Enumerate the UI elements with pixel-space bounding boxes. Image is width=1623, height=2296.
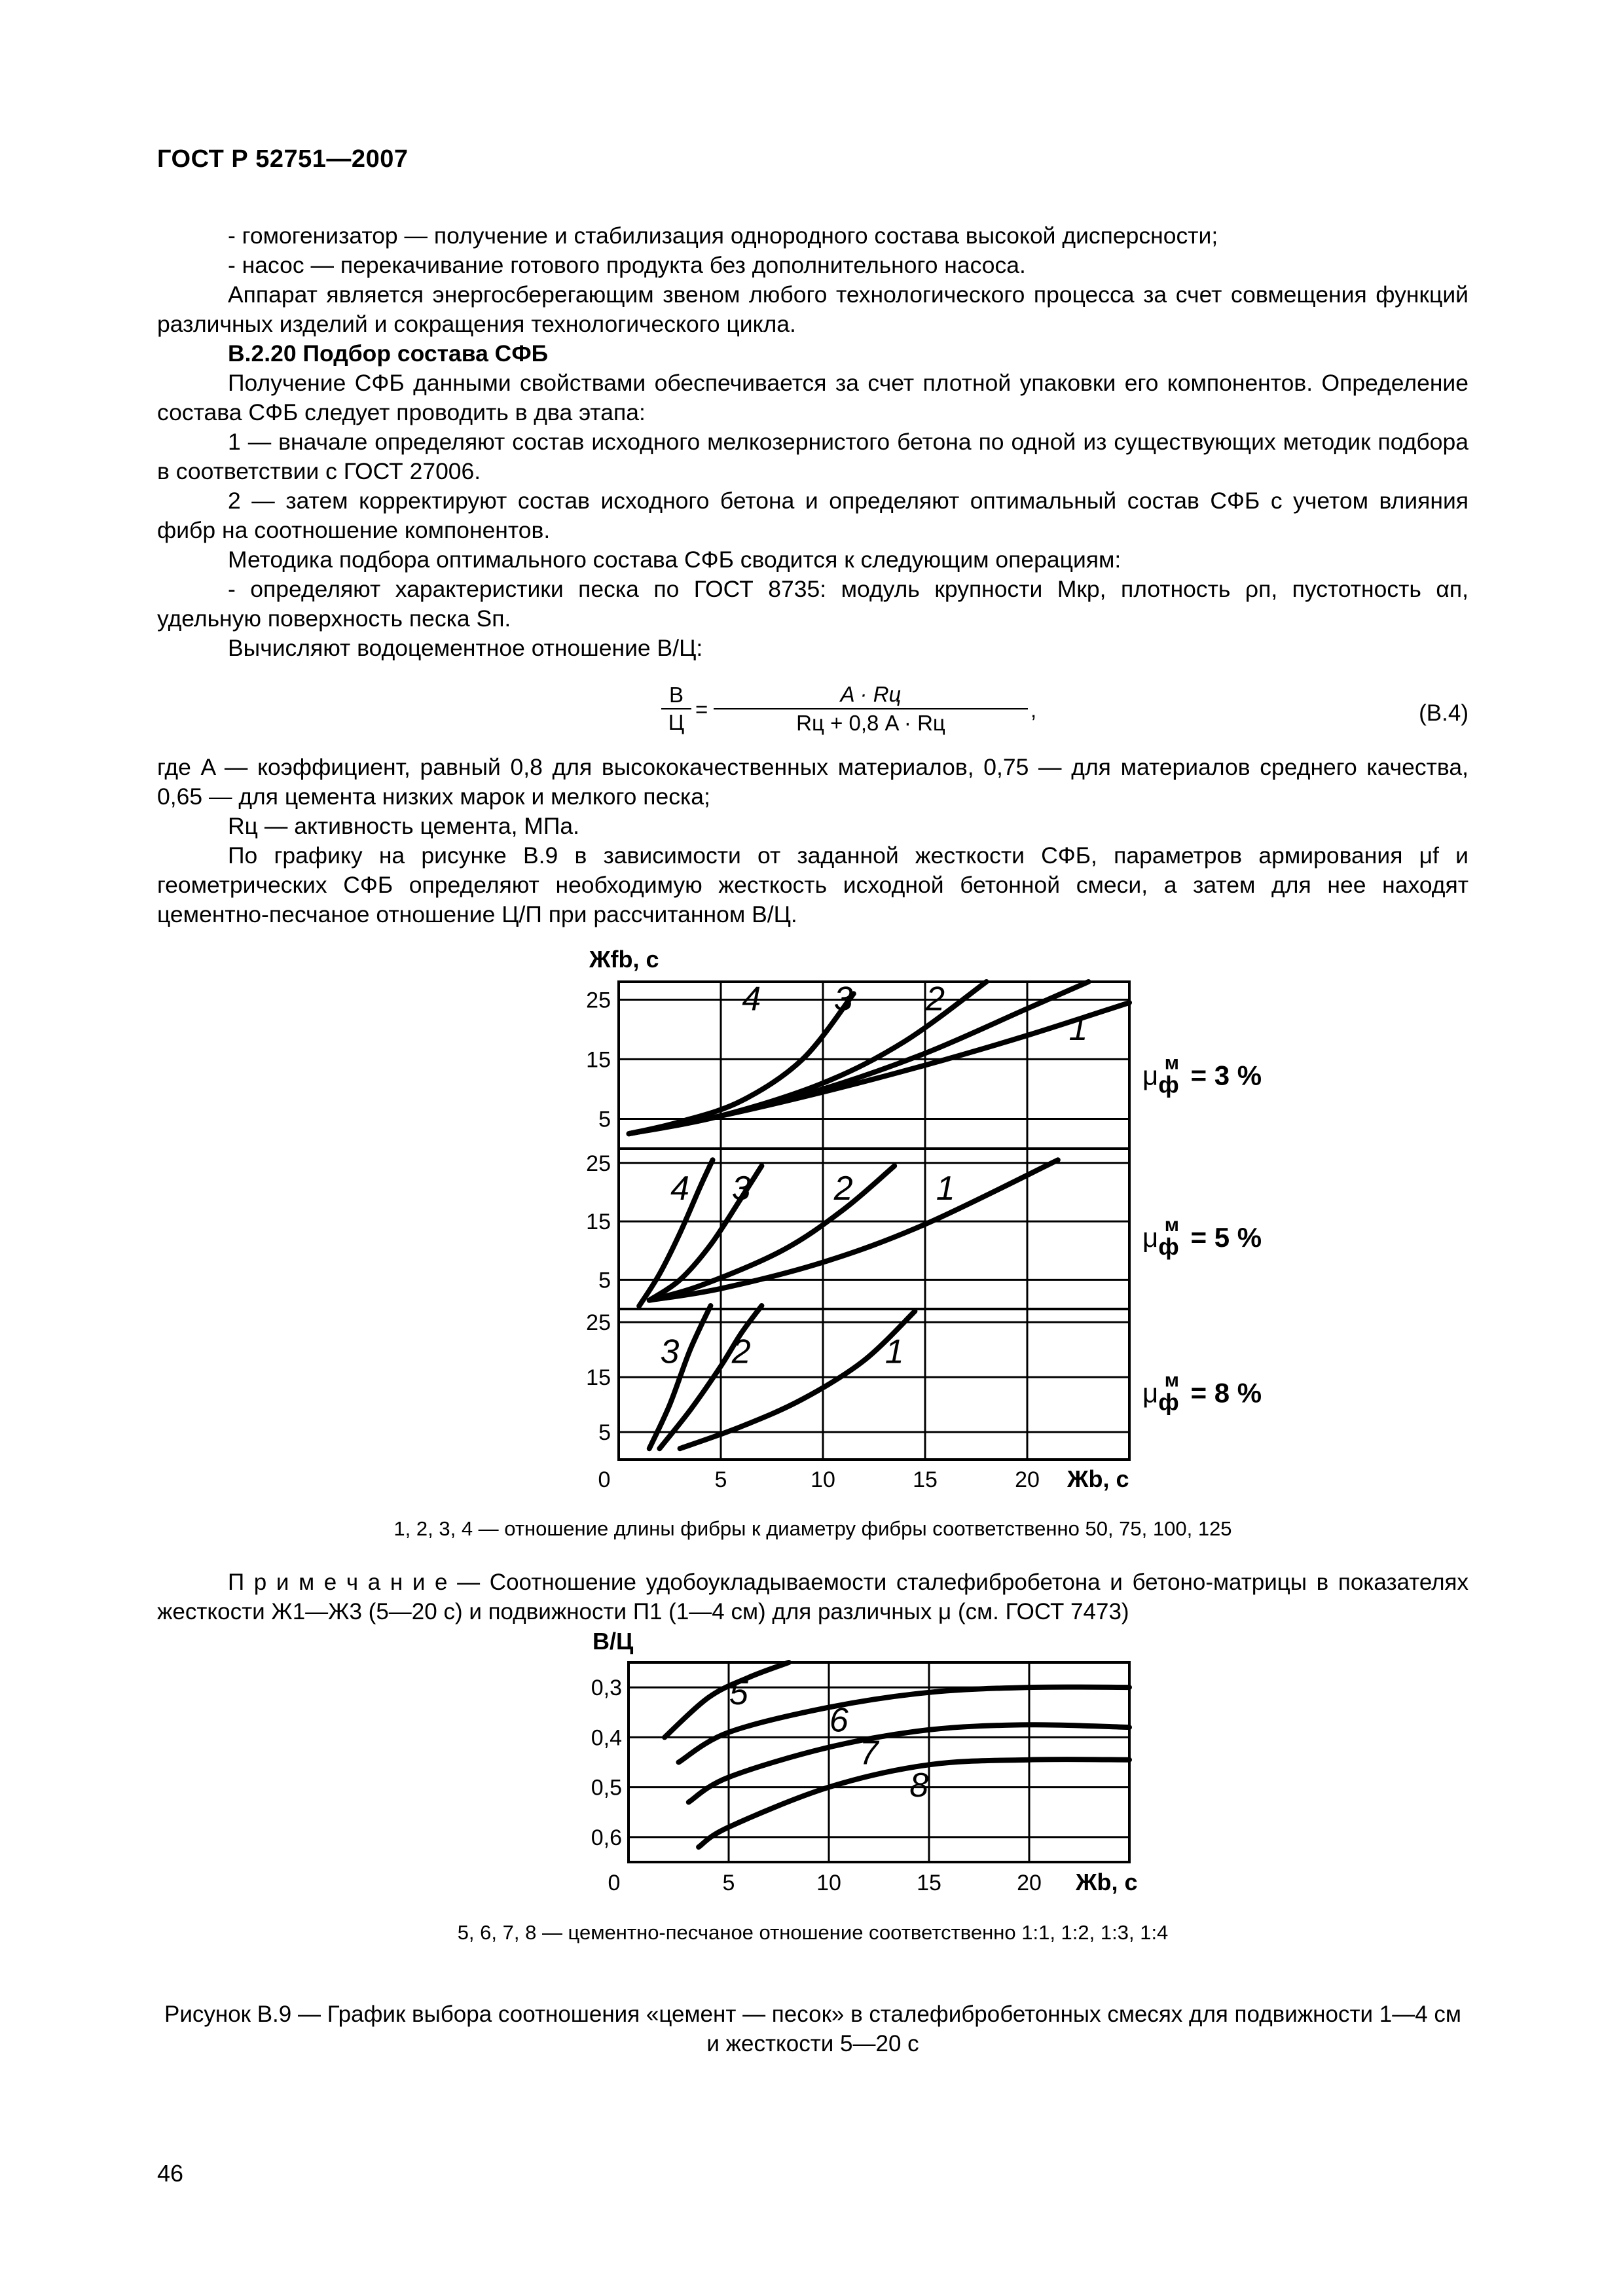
- chart2-series-line: [679, 1687, 1130, 1763]
- chart1-legend-note: 1, 2, 3, 4 — отношение длины фибры к диаметру фибры соответственно 50, 75, 100, 125: [393, 1517, 1232, 1540]
- chart1-series-label: 3: [731, 1169, 751, 1208]
- formula-lhs-numerator: В: [661, 682, 691, 709]
- paragraph: где A — коэффициент, равный 0,8 для высококачественных материалов, 0,75 — для материалов среднего качества, 0,65 — для цемента низких марок и мелкого песка;: [157, 754, 1468, 810]
- chart2-ytick-label: 0,4: [591, 1725, 622, 1751]
- chart2-xtick-label: 5: [722, 1871, 735, 1895]
- chart1-ytick-label: 25: [586, 1151, 611, 1176]
- paragraph: 2 — затем корректируют состав исходного бетона и определяют оптимальный состав СФБ с учетом влияния фибр на соотношение компонентов.: [157, 488, 1468, 543]
- chart2-series-label: 7: [859, 1734, 879, 1772]
- paragraph: Rц — активность цемента, МПа.: [228, 813, 579, 839]
- chart1-series-label: 3: [660, 1333, 680, 1371]
- chart1-xtick-label: 5: [714, 1467, 727, 1492]
- chart1-xtick-label: 0: [598, 1467, 611, 1492]
- paragraph: - гомогенизатор — получение и стабилизация однородного состава высокой дисперсности;: [228, 223, 1218, 249]
- chart1-ytick-label: 25: [586, 988, 611, 1013]
- chart2-series-label: 5: [729, 1674, 748, 1712]
- body-text-continued: [157, 753, 1468, 929]
- chart1-series-line: [629, 982, 987, 1134]
- chart1-ylabel: Жfb, с: [589, 946, 659, 973]
- chart1-series-line: [649, 1166, 762, 1300]
- chart2-ytick-label: 0,3: [591, 1676, 622, 1701]
- paragraph: - насос — перекачивание готового продукта без дополнительного насоса.: [228, 252, 1026, 278]
- chart1-series-label: 1: [936, 1169, 955, 1208]
- chart1-series-line: [649, 1306, 711, 1448]
- formula-lhs-denominator: Ц: [668, 710, 685, 734]
- chart2-series-line: [699, 1759, 1129, 1847]
- chart2-legend-note: 5, 6, 7, 8 — цементно-песчаное отношение соответственно 1:1, 1:2, 1:3, 1:4: [457, 1921, 1169, 1944]
- chart1-frame: [619, 982, 1129, 1460]
- paragraph: По графику на рисунке В.9 в зависимости от заданной жесткости СФБ, параметров армирования μf и геометрических СФБ определяют необходимую жесткость исходной бетонной смеси, а затем для нее находят цементно-песчаное отношение Ц/П при рассчитанном В/Ц.: [157, 842, 1468, 927]
- formula-lhs: [661, 682, 691, 736]
- paragraph: Получение СФБ данными свойствами обеспечивается за счет плотной упаковки его компонентов. Определение состава СФБ следует проводить в два этапа:: [157, 370, 1468, 425]
- figure-note: [157, 1568, 1468, 1626]
- chart1-ytick-label: 15: [586, 1210, 611, 1235]
- chart2-series-line: [689, 1725, 1129, 1802]
- chart1-series-label: 2: [731, 1333, 751, 1371]
- formula-rhs: [714, 681, 1028, 737]
- chart1-ytick-label: 5: [598, 1268, 611, 1293]
- chart2-xlabel: Жb, с: [1076, 1869, 1138, 1895]
- chart1-ytick-label: 25: [586, 1310, 611, 1336]
- figure-title: Рисунок В.9 — График выбора соотношения «цемент — песок» в сталефибробетонных смесях для подвижности 1—4 см и жесткости 5—20 с: [164, 2001, 1461, 2056]
- chart2-ytick-label: 0,6: [591, 1825, 622, 1850]
- chart1-ytick-label: 5: [598, 1107, 611, 1132]
- chart2-frame: [629, 1662, 1129, 1862]
- chart1-series-line: [629, 982, 1089, 1134]
- chart2-xtick-label: 0: [608, 1871, 621, 1895]
- chart1-series-label: 4: [670, 1169, 690, 1208]
- note-text: П р и м е ч а н и е — Соотношение удобоукладываемости сталефибробетона и бетоно-матрицы в показателях жесткости Ж1—Ж3 (5—20 с) и подвижности П1 (1—4 см) для различных μ (см. ГОСТ 7473): [157, 1570, 1468, 1624]
- chart1-series-line: [649, 1166, 894, 1300]
- chart1-series-label: 4: [742, 980, 761, 1018]
- paragraph: Вычисляют водоцементное отношение В/Ц:: [228, 635, 703, 661]
- chart1-xlabel: Жb, с: [1067, 1465, 1129, 1492]
- paragraph: - определяют характеристики песка по ГОСТ 8735: модуль крупности Мкр, плотность ρп, пустотность αп, удельную поверхность песка Sп.: [157, 576, 1468, 632]
- chart1-ytick-label: 15: [586, 1047, 611, 1073]
- chart2-xtick-label: 20: [1017, 1871, 1042, 1895]
- formula-number: (В.4): [1419, 700, 1468, 726]
- paragraph: 1 — вначале определяют состав исходного мелкозернистого бетона по одной из существующих методик подбора в соответствии с ГОСТ 27006.: [157, 429, 1468, 484]
- chart1-panel-label: μфм = 8 %: [1142, 1369, 1262, 1416]
- chart1-series-line: [639, 1160, 712, 1306]
- paragraph: Методика подбора оптимального состава СФБ сводится к следующим операциям:: [228, 547, 1122, 573]
- chart1-xtick-label: 15: [913, 1467, 938, 1492]
- chart1-series-label: 2: [833, 1169, 853, 1208]
- formula-comma: ,: [1030, 698, 1037, 722]
- chart1-series-label: 2: [926, 980, 945, 1018]
- chart2-xtick-label: 15: [917, 1871, 941, 1895]
- formula-rhs-denominator: Rц + 0,8 A · Rц: [796, 711, 945, 735]
- chart1-series-line: [629, 994, 854, 1134]
- document-header: ГОСТ Р 52751—2007: [157, 145, 409, 173]
- chart1-ytick-label: 15: [586, 1365, 611, 1391]
- formula-rhs-numerator: A · Rц: [714, 681, 1028, 709]
- chart1-series-line: [649, 1160, 1058, 1300]
- chart1-panel-label: μфм = 3 %: [1142, 1052, 1262, 1098]
- chart1-series-line: [629, 1003, 1129, 1134]
- chart2-ytick-label: 0,5: [591, 1775, 622, 1801]
- chart1-ytick-label: 5: [598, 1420, 611, 1446]
- chart2-ylabel: В/Ц: [593, 1628, 634, 1655]
- chart2-series-label: 6: [829, 1701, 848, 1740]
- chart2-series-line: [665, 1662, 789, 1737]
- body-text: [157, 221, 1468, 663]
- paragraph: Аппарат является энергосберегающим звеном любого технологического процесса за счет совмещения функций различных изделий и сокращения технологического цикла.: [157, 281, 1468, 337]
- formula-equals: =: [695, 697, 708, 721]
- section-heading: В.2.20 Подбор состава СФБ: [228, 340, 549, 367]
- chart1-xtick-label: 20: [1015, 1467, 1040, 1492]
- page-number: 46: [157, 2160, 184, 2187]
- chart2-xtick-label: 10: [816, 1871, 841, 1895]
- chart1-series-line: [659, 1306, 761, 1448]
- chart1-series-label: 3: [833, 980, 853, 1018]
- chart2-series-label: 8: [909, 1766, 929, 1804]
- chart1-panel-label: μфм = 5 %: [1142, 1214, 1262, 1260]
- chart1-series-label: 1: [1068, 1009, 1088, 1048]
- chart1-series-line: [680, 1311, 915, 1448]
- chart1-xtick-label: 10: [811, 1467, 835, 1492]
- chart1-series-label: 1: [884, 1333, 904, 1371]
- formula-b4: [157, 681, 1468, 746]
